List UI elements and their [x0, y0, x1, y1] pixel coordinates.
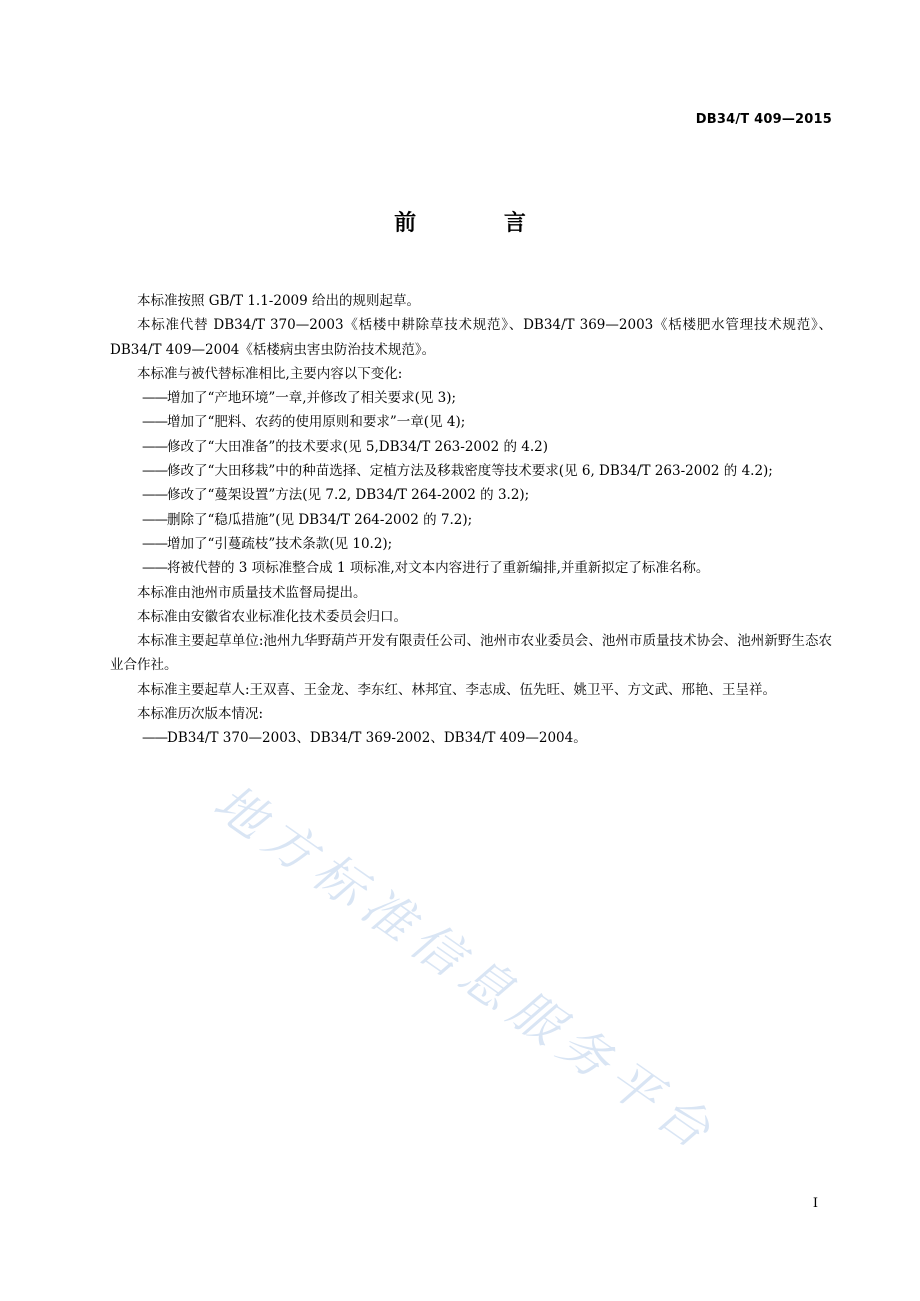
dash-marker: ——	[142, 463, 167, 480]
change-item	[110, 508, 832, 532]
standard-code: DB34/T 409—2015	[695, 112, 832, 127]
change-item	[110, 556, 832, 580]
dash-marker: ——	[142, 390, 167, 407]
change-item-text: 修改了“大田准备”的技术要求(见 5,DB34/T 263-2002 的 4.2)	[167, 438, 549, 455]
watermark: 地方标准信息服务平台	[203, 773, 729, 1165]
paragraph-replaces: 本标准代替 DB34/T 370—2003《栝楼中耕除草技术规范》、DB34/T 369—2003《栝楼肥水管理技术规范》、DB34/T 409—2004《栝楼病虫害虫防治技术规范》。	[110, 317, 832, 358]
paragraph-changes-intro: 本标准与被代替标准相比,主要内容以下变化:	[137, 365, 403, 382]
change-item-text: 修改了“大田移栽”中的种苗选择、定植方法及移栽密度等技术要求(见 6, DB34/T 263-2002 的 4.2);	[167, 463, 773, 480]
change-item-text: 将被代替的 3 项标准整合成 1 项标准,对文本内容进行了重新编排,并重新拟定了标准名称。	[167, 560, 710, 577]
dash-marker: ——	[142, 560, 167, 577]
change-item-text: 增加了“肥料、农药的使用原则和要求”一章(见 4);	[167, 414, 466, 431]
change-item-text: 修改了“蔓架设置”方法(见 7.2, DB34/T 264-2002 的 3.2);	[167, 487, 530, 504]
change-item	[110, 459, 832, 483]
dash-marker: ——	[142, 535, 167, 552]
paragraph-drafting-rules: 本标准按照 GB/T 1.1-2009 给出的规则起草。	[137, 293, 421, 309]
paragraph-centralized-by: 本标准由安徽省农业标准化技术委员会归口。	[137, 608, 407, 625]
change-item	[110, 410, 832, 434]
foreword-body	[110, 289, 832, 751]
history-item	[110, 726, 832, 750]
paragraph-history-intro: 本标准历次版本情况:	[137, 706, 264, 723]
paragraph-drafting-units: 本标准主要起草单位:池州九华野葫芦开发有限责任公司、池州市农业委员会、池州市质量技术协会、池州新野生态农业合作社。	[110, 633, 832, 674]
page-title: 前 言	[394, 211, 566, 236]
change-item	[110, 435, 832, 459]
change-item-text: 删除了“稳瓜措施”(见 DB34/T 264-2002 的 7.2);	[167, 511, 473, 528]
dash-marker: ——	[142, 414, 167, 431]
page-number: I	[812, 1196, 818, 1211]
dash-marker: ——	[142, 730, 167, 747]
change-item	[110, 386, 832, 410]
history-item-text: DB34/T 370—2003、DB34/T 369-2002、DB34/T 409—2004。	[167, 730, 587, 747]
change-item	[110, 483, 832, 507]
change-item	[110, 532, 832, 556]
change-item-text: 增加了“产地环境”一章,并修改了相关要求(见 3);	[167, 390, 457, 407]
paragraph-drafters: 本标准主要起草人:王双喜、王金龙、李东红、林邦宜、李志成、伍先旺、姚卫平、方文武、邢艳、王呈祥。	[137, 681, 777, 698]
change-item-text: 增加了“引蔓疏枝”技术条款(见 10.2);	[167, 535, 393, 552]
paragraph-proposed-by: 本标准由池州市质量技术监督局提出。	[137, 584, 367, 601]
dash-marker: ——	[142, 438, 167, 455]
dash-marker: ——	[142, 487, 167, 504]
dash-marker: ——	[142, 511, 167, 528]
